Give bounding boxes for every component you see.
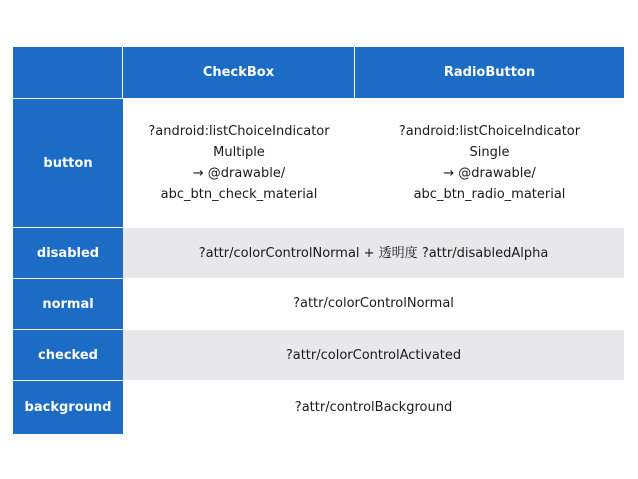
button-radiobutton-value: ?android:listChoiceIndicator Single → @drawable/ abc_btn_radio_material (355, 98, 624, 227)
button-checkbox-value: ?android:listChoiceIndicator Multiple → @drawable/ abc_btn_check_material (123, 98, 355, 227)
background-value: ?attr/controlBackground (123, 380, 624, 434)
normal-value: ?attr/colorControlNormal (123, 278, 624, 329)
checked-value: ?attr/colorControlActivated (123, 329, 624, 380)
attribute-table (13, 47, 624, 433)
row-label-background: background (13, 380, 123, 434)
header-corner (13, 47, 123, 98)
header-radiobutton: RadioButton (355, 47, 624, 98)
header-checkbox: CheckBox (123, 47, 355, 98)
row-label-checked: checked (13, 329, 123, 380)
disabled-value: ?attr/colorControlNormal + 透明度 ?attr/disabledAlpha (123, 227, 624, 278)
row-label-button: button (13, 98, 123, 227)
row-label-normal: normal (13, 278, 123, 329)
row-label-disabled: disabled (13, 227, 123, 278)
